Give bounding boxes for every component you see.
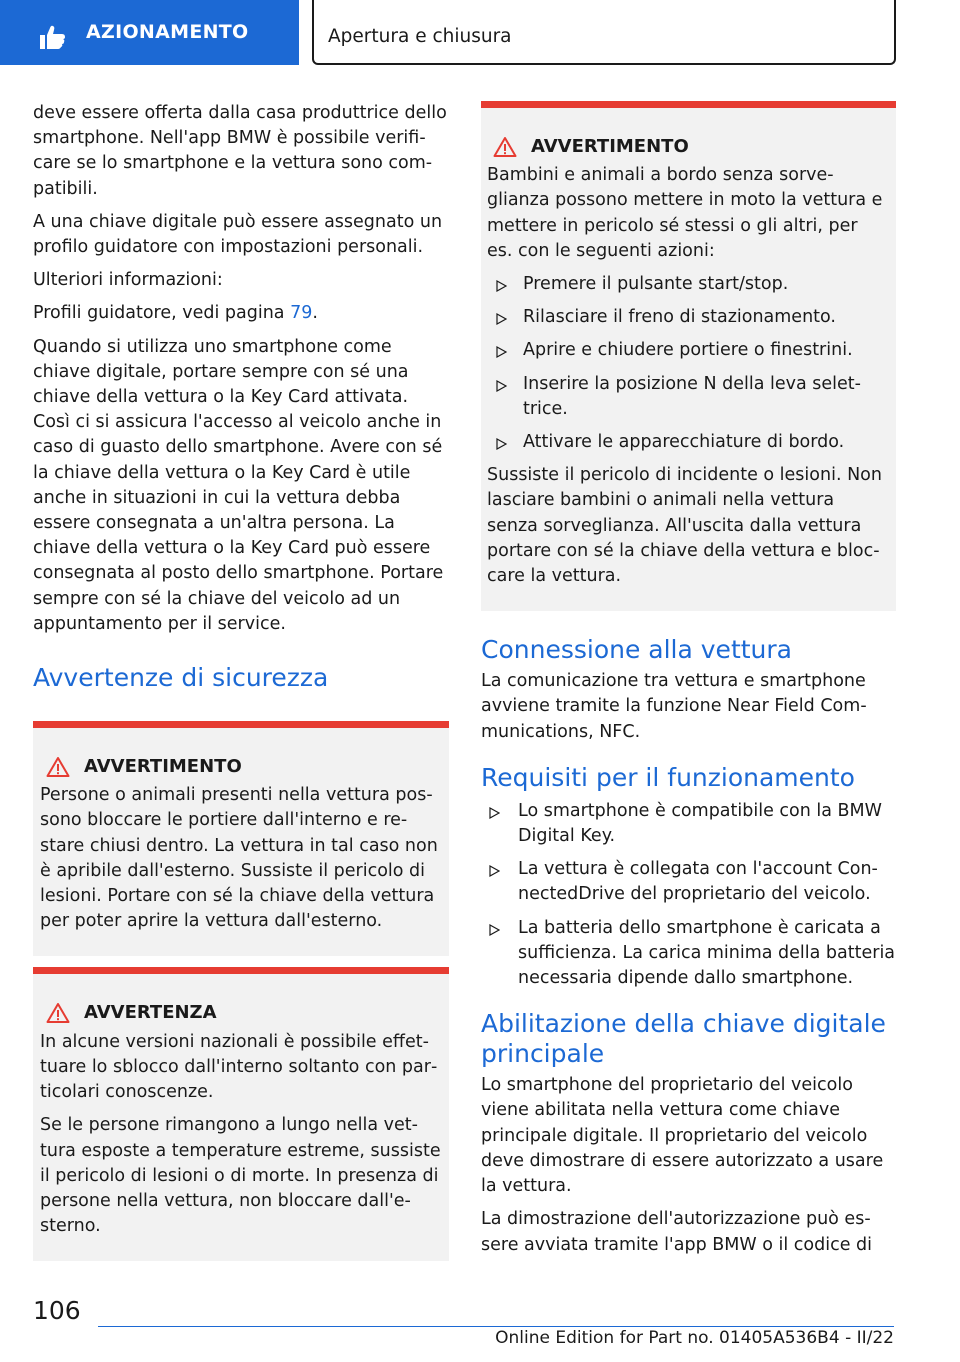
section-heading: Avvertenze di sicurezza [33, 663, 329, 693]
warning-title-text: AVVERTIMENTO [84, 756, 242, 778]
chapter-title: Apertura e chiusura [328, 26, 512, 47]
list-item-text: Lo smartphone è compatibile con la BMW Digital Key. [518, 800, 882, 847]
requirements-list [481, 799, 896, 991]
warning-title-text: AVVERTENZA [84, 1002, 217, 1024]
bullet-triangle-icon [496, 280, 507, 292]
list-item-text: Aprire e chiudere portiere o finestrini. [523, 340, 853, 361]
section-tab[interactable] [0, 0, 299, 65]
section-heading: Requisiti per il funzionamento [481, 762, 855, 792]
section-heading: Connessione alla vettura [481, 635, 792, 665]
page-number: 106 [33, 1296, 81, 1325]
warning-box [33, 721, 449, 956]
paragraph-with-link [33, 301, 449, 326]
warning-text: Bambini e animali a bordo senza sorveglianza possono mettere in moto la vettura e mettere in pericolo sé stessi o gli altri, per es. con le seguenti azioni: [487, 165, 883, 261]
warning-title [40, 1000, 441, 1025]
warning-box [481, 101, 896, 611]
bullet-triangle-icon [496, 346, 507, 358]
list-item-text: La batteria dello smartphone è caricata a sufficienza. La carica minima della batteria necessaria dipende dallo smartphone. [518, 917, 896, 989]
list-item [487, 272, 888, 297]
warning-text: Se le persone rimangono a lungo nella vettura esposte a temperature estreme, sussiste il pericolo di lesioni o di morte. In presenza di persone nella vettura, non bloccare dall'esterno. [40, 1115, 441, 1237]
warning-triangle-icon [46, 1002, 70, 1024]
warning-triangle-icon [46, 756, 70, 778]
list-item-text: Rilasciare il freno di stazionamento. [523, 307, 836, 328]
list-item [487, 372, 888, 422]
list-item [481, 857, 896, 907]
warning-title [487, 134, 888, 159]
bullet-triangle-icon [489, 865, 500, 877]
bullet-triangle-icon [489, 924, 500, 936]
warning-box [33, 967, 449, 1261]
footer-edition: Online Edition for Part no. 01405A536B4 - II/22 [495, 1328, 894, 1348]
left-column [33, 101, 449, 1261]
paragraph: La dimostrazione dell'autorizzazione può essere avviata tramite l'app BMW o il codice di [481, 1209, 872, 1255]
list-item [487, 305, 888, 330]
section-label: AZIONAMENTO [86, 21, 249, 43]
list-item-text: Inserire la posizione N della leva selettrice. [523, 373, 861, 419]
section-heading: Abilitazione della chiave digitale principale [481, 1009, 886, 1069]
list-item-text: Attivare le apparecchiature di bordo. [523, 432, 845, 453]
list-item-text: La vettura è collegata con l'account ConnectedDrive del proprietario del veicolo. [518, 859, 878, 905]
list-item-text: Premere il pulsante start/stop. [523, 274, 789, 295]
footer-divider [98, 1326, 894, 1327]
chapter-title-box [312, 0, 896, 65]
warning-text: Sussiste il pericolo di incidente o lesioni. Non lasciare bambini o animali nella vettura senza sorveglianza. All'uscita dalla vettura portare con sé la chiave della vettura e bloccare la vettura. [487, 465, 882, 587]
page-link[interactable]: 79 [290, 303, 313, 324]
paragraph: A una chiave digitale può essere assegnato un profilo guidatore con impostazioni personali. [33, 211, 443, 258]
paragraph: Lo smartphone del proprietario del veicolo viene abilitata nella vettura come chiave principale digitale. Il proprietario del veicolo deve dimostrare di essere autorizzato a usare la vettura. [481, 1075, 884, 1197]
bullet-triangle-icon [496, 313, 507, 325]
paragraph: Quando si utilizza uno smartphone come chiave digitale, portare sempre con sé una chiave della vettura o la Key Card attivata. Così ci si assicura l'accesso al veicolo anche in caso di guasto dello smartphone. Avere con sé la chiave della vettura o la Key Card è utile anche in situazioni in cui la vettura debba essere consegnata a un'altra persona. La chiave della vettura o la Key Card può essere consegnata al posto dello smartphone. Portare sempre con sé la chiave del veicolo ad un appuntamento per il service. [33, 336, 444, 634]
list-item [481, 916, 896, 992]
reference-end: . [312, 303, 318, 324]
list-item [487, 338, 888, 363]
warning-triangle-icon [493, 136, 517, 158]
warning-action-list [487, 272, 888, 455]
warning-title [40, 754, 441, 779]
bullet-triangle-icon [489, 807, 500, 819]
warning-title-text: AVVERTIMENTO [531, 136, 689, 157]
warning-text: Persone o animali presenti nella vettura possono bloccare le portiere dall'interno e restare chiusi dentro. La vettura in tal caso non è apribile dall'esterno. Sussiste il pericolo di lesioni. Portare con sé la chiave della vettura per poter aprire la vettura dall'esterno. [40, 785, 438, 932]
warning-text: In alcune versioni nazionali è possibile effettuare lo sblocco dall'interno soltanto con particolari conoscenze. [40, 1031, 438, 1103]
reference-text: Profili guidatore, vedi pagina [33, 303, 291, 324]
list-item [487, 430, 888, 455]
right-column [481, 101, 896, 1266]
paragraph: deve essere offerta dalla casa produttrice dello smartphone. Nell'app BMW è possibile verificare se lo smartphone e la vettura sono compatibili. [33, 103, 447, 199]
paragraph: La comunicazione tra vettura e smartphone avviene tramite la funzione Near Field Communications, NFC. [481, 671, 867, 742]
list-item [481, 799, 896, 849]
bullet-triangle-icon [496, 380, 507, 392]
hand-pointer-icon [34, 22, 68, 52]
paragraph: Ulteriori informazioni: [33, 270, 223, 291]
bullet-triangle-icon [496, 438, 507, 450]
